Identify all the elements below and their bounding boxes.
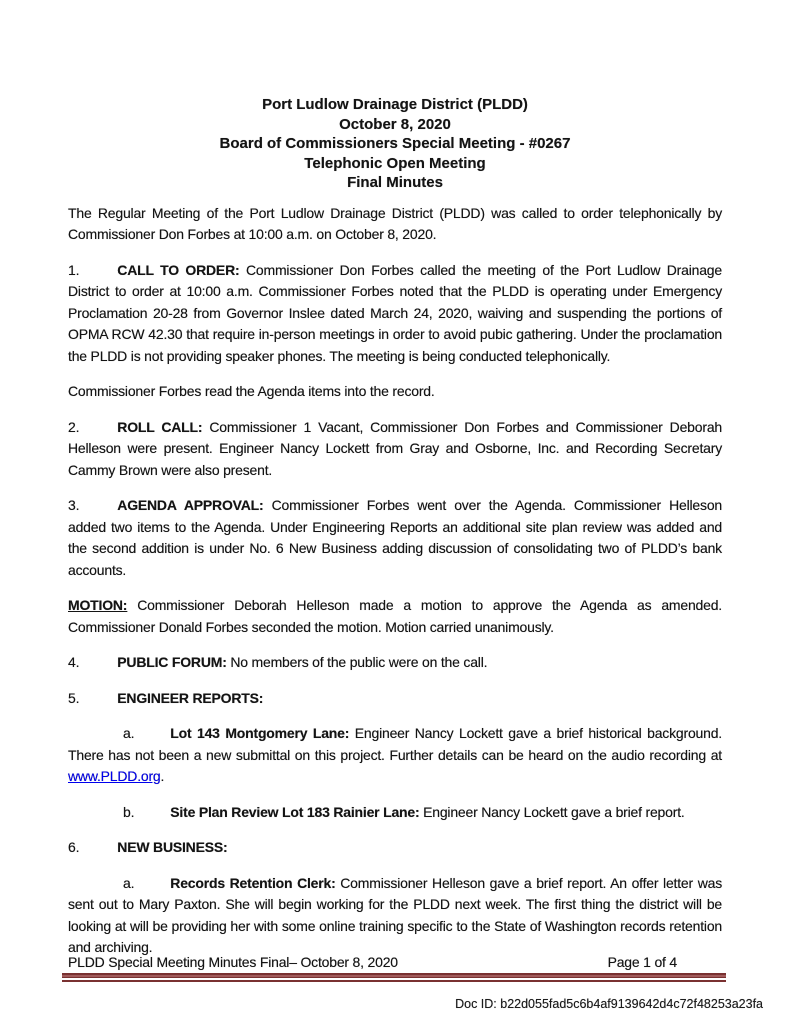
section-number: 2.	[68, 418, 80, 435]
doc-id-text: Doc ID: b22d055fad5c6b4af9139642d4c72f48253a23fa	[455, 997, 763, 1011]
subsection-heading: Lot 143 Montgomery Lane:	[170, 725, 350, 741]
section-heading: ENGINEER REPORTS:	[117, 689, 264, 706]
subsection-body-tail: .	[160, 768, 165, 784]
footer-rule-highlight	[62, 975, 726, 977]
subsection-body-text: Commissioner Helleson gave a brief report. An offer letter was sent out to Mary Paxton. She will begin working for the PLDD next week. The first thing the district will be looking at will be providing her with some online training specific to the State of Washington records retention and archiving.	[68, 874, 722, 955]
section-body-text: Commissioner Forbes went over the Agenda. Commissioner Helleson added two items to the Agenda. Under Engineering Reports an additional site plan review was added and the second addition is under No. 6 New Business adding discussion of consolidating two of PLDD’s bank accounts.	[68, 497, 722, 578]
section-heading: ROLL CALL:	[117, 418, 203, 435]
motion-body-text: Commissioner Deborah Helleson made a motion to approve the Agenda as amended. Commissioner Donald Forbes seconded the motion. Motion carried unanimously.	[68, 597, 722, 635]
subsection-lot-183-rainier	[68, 802, 722, 824]
section-call-to-order	[68, 260, 722, 368]
subsection-lot-143-montgomery	[68, 723, 722, 788]
subsection-letter: b.	[123, 803, 135, 820]
section-number: 6.	[68, 839, 80, 855]
motion-label: MOTION:	[68, 597, 128, 613]
note-paragraph: Commissioner Forbes read the Agenda items into the record.	[68, 383, 435, 399]
subsection-letter: a.	[123, 725, 135, 741]
title-line-meeting: Board of Commissioners Special Meeting - #0267	[219, 135, 571, 152]
section-number: 4.	[68, 654, 80, 670]
section-heading: PUBLIC FORUM:	[117, 654, 227, 670]
title-line-date: October 8, 2020	[339, 115, 451, 133]
subsection-body-text: Engineer Nancy Lockett gave a brief historical background. There has not been a new submittal on this project. Further details can be heard on the audio recording at	[68, 725, 722, 763]
section-roll-call	[68, 417, 722, 482]
footer-page-number: Page 1 of 4	[607, 954, 677, 970]
page-footer	[68, 953, 677, 971]
section-new-business	[68, 837, 722, 859]
title-line-status: Final Minutes	[347, 174, 443, 191]
section-engineer-reports	[68, 688, 722, 710]
section-body-text: Commissioner 1 Vacant, Commissioner Don Forbes and Commissioner Deborah Helleson were present. Engineer Nancy Lockett from Gray and Osborne, Inc. and Recording Secretary Cammy Brown were also present.	[68, 418, 722, 478]
subsection-records-retention-clerk	[68, 873, 722, 959]
section-body-text: No members of the public were on the call.	[226, 654, 488, 670]
section-number: 3.	[68, 497, 80, 513]
document-title-block	[68, 95, 722, 193]
section-heading: CALL TO ORDER:	[117, 261, 240, 278]
subsection-body-text: Engineer Nancy Lockett gave a brief report.	[419, 803, 685, 820]
intro-paragraph: The Regular Meeting of the Port Ludlow Drainage District (PLDD) was called to order telephonically by Commissioner Don Forbes at 10:00 a.m. on October 8, 2020.	[68, 204, 722, 242]
section-number: 1.	[68, 261, 80, 278]
motion-paragraph	[68, 595, 722, 638]
subsection-heading: Site Plan Review Lot 183 Rainier Lane:	[170, 803, 420, 820]
title-line-org: Port Ludlow Drainage District (PLDD)	[262, 96, 528, 113]
section-heading: NEW BUSINESS:	[117, 839, 228, 855]
footer-left-text: PLDD Special Meeting Minutes Final– October 8, 2020	[68, 954, 398, 970]
section-body-text: Commissioner Don Forbes called the meeting of the Port Ludlow Drainage District to order at 10:00 a.m. Commissioner Forbes noted that the PLDD is operating under Emergency Proclamation 20-28 from Governor Inslee dated March 24, 2020, waiving and suspending the portions of OPMA RCW 42.30 that require in-person meetings in order to avoid pubic gathering. Under the proclamation the PLDD is not providing speaker phones. The meeting is being conducted telephonically.	[68, 261, 722, 364]
subsection-heading: Records Retention Clerk:	[170, 874, 336, 891]
footer-rule-thin	[62, 980, 726, 982]
pldd-website-link[interactable]: www.PLDD.org	[68, 768, 161, 784]
section-agenda-approval	[68, 495, 722, 581]
section-public-forum	[68, 652, 722, 674]
title-line-type: Telephonic Open Meeting	[304, 154, 486, 172]
section-heading: AGENDA APPROVAL:	[117, 497, 264, 513]
subsection-letter: a.	[123, 874, 135, 891]
section-number: 5.	[68, 689, 80, 706]
